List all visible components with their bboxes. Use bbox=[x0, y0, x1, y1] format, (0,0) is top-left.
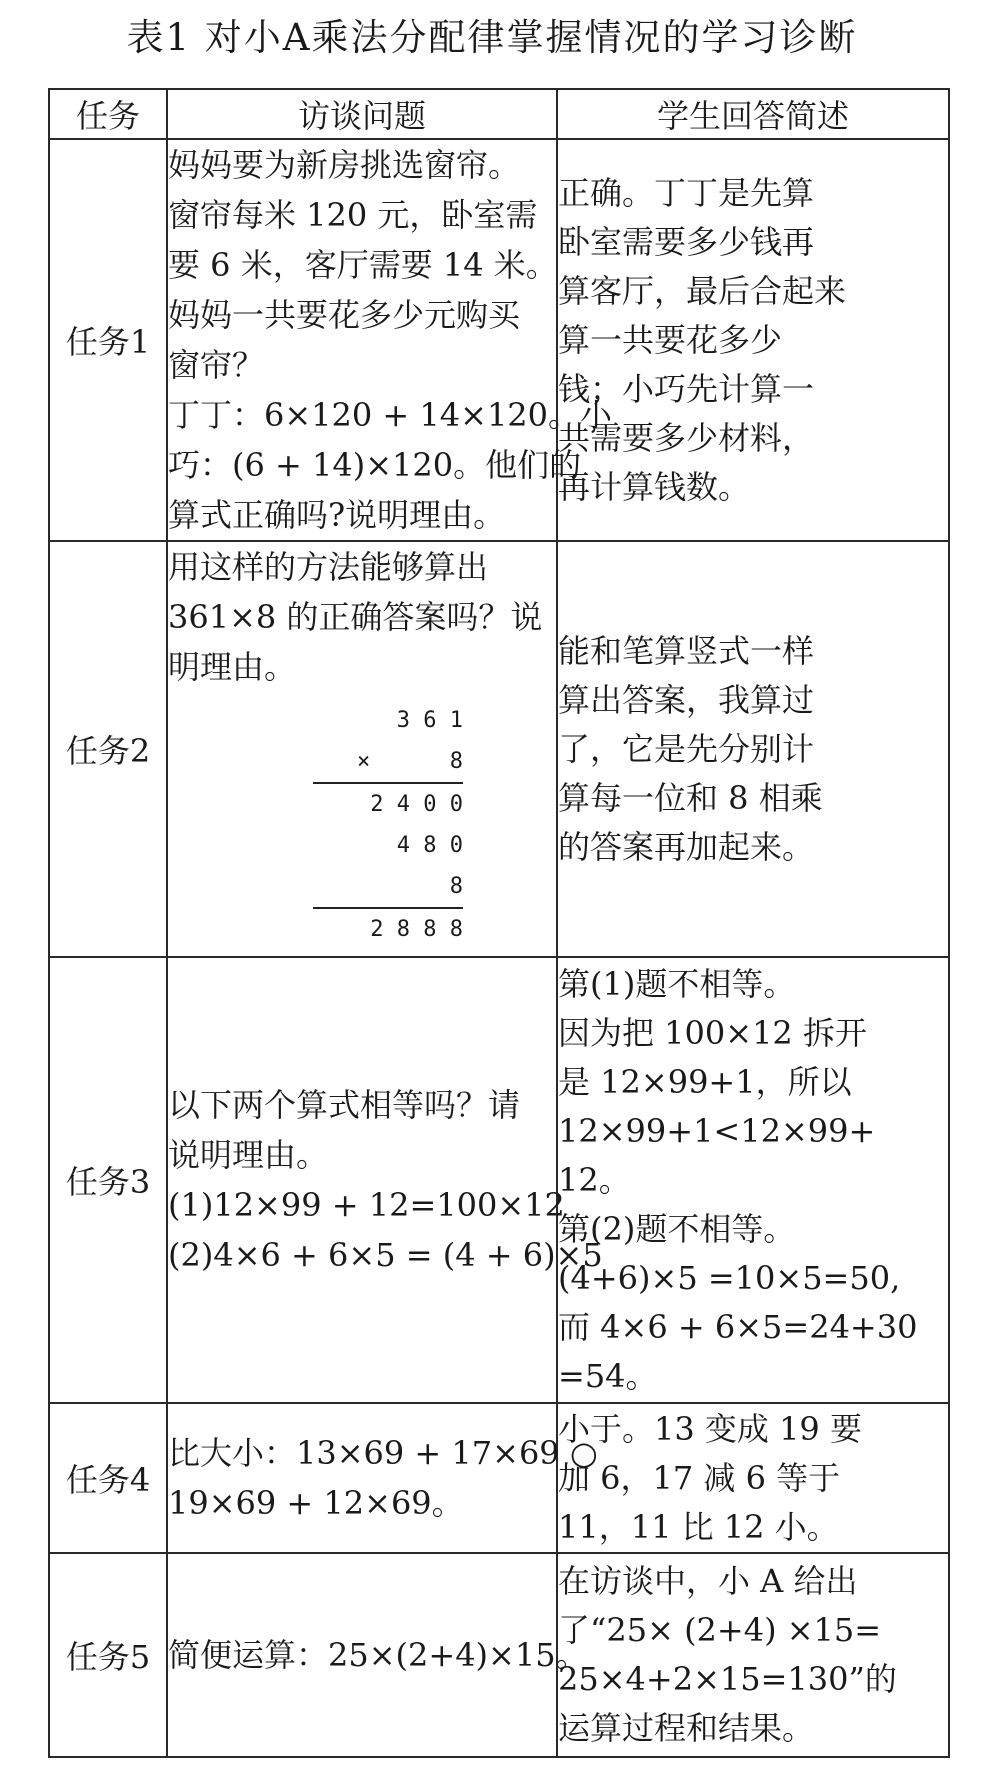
question-cell bbox=[167, 957, 603, 1403]
answer-line: 而 4×6 + 6×5=24+30 bbox=[558, 1307, 918, 1346]
answer-line: 12。 bbox=[558, 1160, 631, 1199]
question-line: 说明理由。 bbox=[168, 1136, 329, 1174]
task-label: 任务3 bbox=[49, 957, 167, 1403]
answer-line: 共需要多少材料， bbox=[558, 418, 815, 457]
answer-line: =54。 bbox=[558, 1356, 658, 1395]
answer-line: 能和笔算竖式一样 bbox=[558, 631, 815, 670]
question-cell bbox=[167, 541, 557, 957]
question-line: 窗帘？ bbox=[168, 346, 265, 384]
table-caption: 表1 对小A乘法分配律掌握情况的学习诊断 bbox=[126, 16, 858, 59]
answer-line: 钱；小巧先计算一 bbox=[558, 369, 815, 408]
answer-line: 12×99+1<12×99+ bbox=[558, 1111, 876, 1150]
table-row bbox=[49, 957, 949, 1403]
task-label: 任务5 bbox=[49, 1553, 167, 1757]
answer-line: 在访谈中，小 A 给出 bbox=[558, 1562, 858, 1600]
answer-line: 第(1)题不相等。 bbox=[558, 964, 796, 1003]
question-line: 19×69 + 12×69。 bbox=[168, 1484, 464, 1522]
answer-line: 11，11 比 12 小。 bbox=[558, 1507, 839, 1546]
answer-cell bbox=[557, 139, 949, 541]
answer-cell bbox=[557, 541, 949, 957]
answer-cell bbox=[557, 957, 949, 1403]
answer-line: 算出答案，我算过 bbox=[558, 680, 815, 719]
question-line: 明理由。 bbox=[168, 648, 297, 686]
question-line: 算式正确吗?说明理由。 bbox=[168, 496, 506, 534]
question-cell bbox=[167, 1553, 588, 1757]
table-row bbox=[49, 1403, 949, 1553]
answer-line: 25×4+2×15=130”的 bbox=[558, 1660, 897, 1698]
question-line: 用这样的方法能够算出 bbox=[168, 548, 489, 586]
task-label: 任务4 bbox=[49, 1403, 167, 1553]
question-line: 妈妈一共要花多少元购买 bbox=[168, 296, 521, 334]
question-line: 简便运算：25×(2+4)×15。 bbox=[168, 1636, 588, 1674]
question-line: (2)4×6 + 6×5 = (4 + 6)×5 bbox=[168, 1236, 603, 1274]
table-row bbox=[49, 139, 949, 541]
question-line: 要 6 米，客厅需要 14 米。 bbox=[168, 246, 558, 284]
question-line: 妈妈要为新房挑选窗帘。 bbox=[168, 146, 521, 184]
answer-line: 了“25× (2+4) ×15= bbox=[558, 1611, 882, 1649]
answer-line: 卧室需要多少钱再 bbox=[558, 222, 815, 261]
diagnosis-table bbox=[48, 88, 950, 1758]
calc-row: 3 6 1 bbox=[396, 708, 463, 733]
answer-line: 算每一位和 8 相乘 bbox=[558, 778, 823, 817]
header-row bbox=[49, 89, 949, 139]
vertical-multiplication bbox=[313, 700, 463, 950]
calc-result: 2 8 8 8 bbox=[370, 917, 463, 942]
header-question: 访谈问题 bbox=[167, 89, 557, 139]
answer-line: 是 12×99+1，所以 bbox=[558, 1062, 852, 1101]
answer-cell bbox=[557, 1553, 949, 1757]
question-line: (1)12×99 + 12=100×12 bbox=[168, 1186, 565, 1224]
question-line: 比大小：13×69 + 17×69 ○ bbox=[168, 1434, 598, 1472]
answer-line: 的答案再加起来。 bbox=[558, 827, 815, 866]
answer-line: 加 6，17 减 6 等于 bbox=[558, 1458, 841, 1497]
question-cell bbox=[167, 1403, 598, 1553]
question-line: 以下两个算式相等吗？请 bbox=[168, 1086, 521, 1124]
answer-line: 再计算钱数。 bbox=[558, 467, 751, 506]
task-label: 任务1 bbox=[49, 139, 167, 541]
answer-line: 第(2)题不相等。 bbox=[558, 1209, 796, 1248]
answer-line: 算客厅，最后合起来 bbox=[558, 271, 847, 310]
answer-line: (4+6)×5 =10×5=50, bbox=[558, 1258, 901, 1297]
answer-line: 了，它是先分别计 bbox=[558, 729, 815, 768]
answer-line: 正确。丁丁是先算 bbox=[558, 173, 815, 212]
question-cell bbox=[167, 139, 613, 541]
calc-row: × 8 bbox=[313, 741, 463, 784]
answer-line: 因为把 100×12 拆开 bbox=[558, 1013, 867, 1052]
question-line: 窗帘每米 120 元，卧室需 bbox=[168, 196, 538, 234]
question-line: 丁丁：6×120 + 14×120。小 bbox=[168, 396, 613, 434]
answer-line: 算一共要花多少 bbox=[558, 320, 783, 359]
answer-cell bbox=[557, 1403, 949, 1553]
table-row bbox=[49, 541, 949, 957]
question-line: 巧：(6 + 14)×120。他们的 bbox=[168, 446, 582, 484]
calc-row: 2 4 0 0 bbox=[370, 792, 463, 817]
table-row bbox=[49, 1553, 949, 1757]
task-label: 任务2 bbox=[49, 541, 167, 957]
question-line: 361×8 的正确答案吗？说 bbox=[168, 598, 543, 636]
calc-row: 8 bbox=[313, 866, 463, 909]
answer-line: 小于。13 变成 19 要 bbox=[558, 1409, 862, 1448]
calc-row: 4 8 0 bbox=[396, 833, 463, 858]
answer-line: 运算过程和结果。 bbox=[558, 1709, 815, 1747]
header-answer: 学生回答简述 bbox=[557, 89, 949, 139]
header-task: 任务 bbox=[49, 89, 167, 139]
